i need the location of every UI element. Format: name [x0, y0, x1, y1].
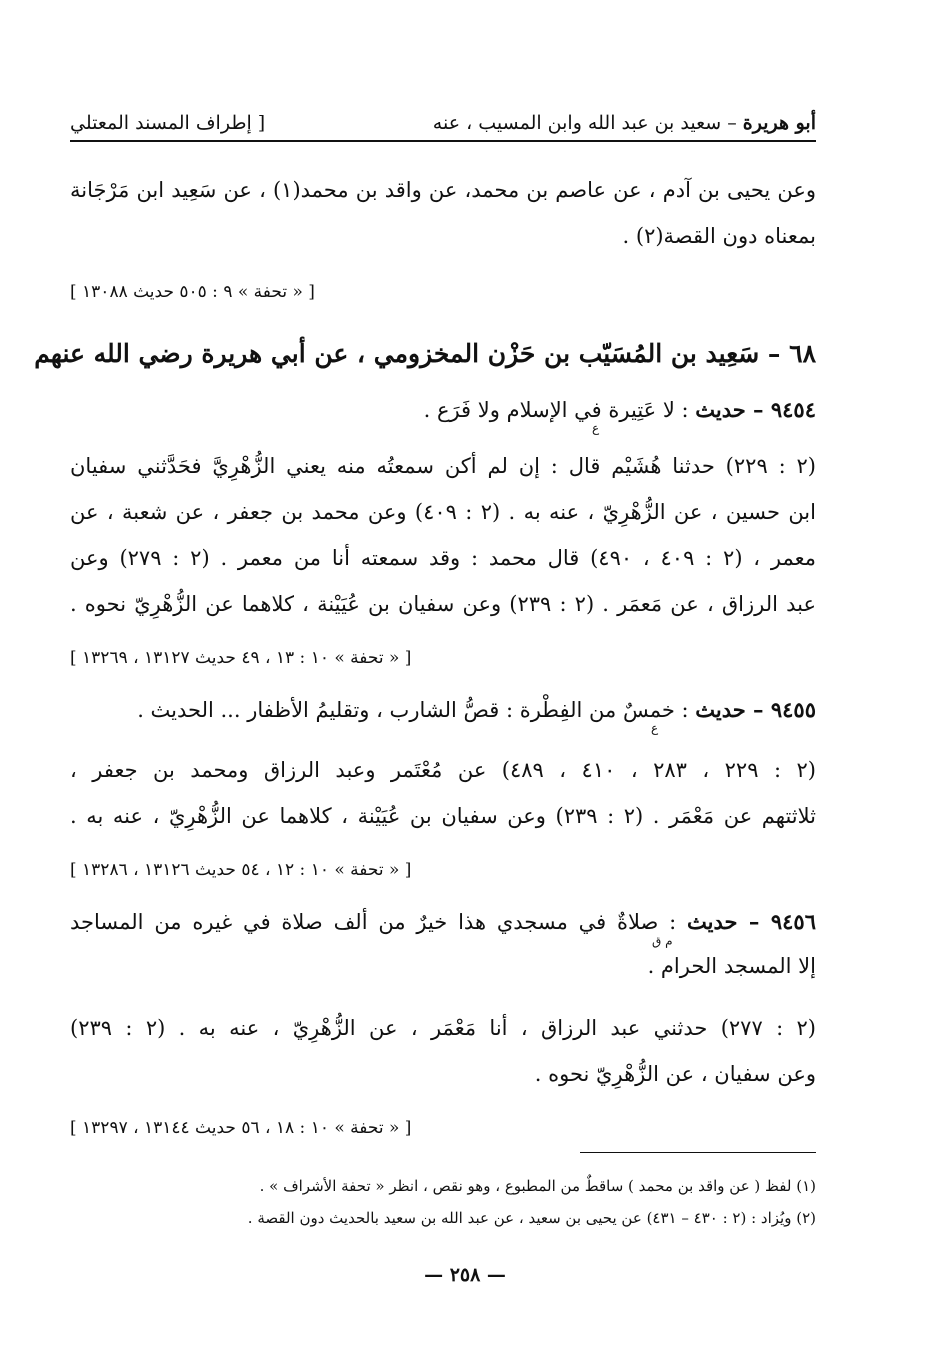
running-header	[70, 106, 816, 142]
hadith-9454-heading	[70, 394, 816, 426]
intro-line-2: بمعناه دون القصة(٢) .	[622, 224, 816, 248]
hadith-9455-source-symbol: ع	[651, 721, 659, 735]
hadith-9456-heading	[70, 906, 816, 938]
hadith-9454-source-symbol: ع	[592, 421, 600, 435]
hadith-9456-reference: [ « تحفة » ١٠ : ١٨ ، ٥٦ حديث ١٣١٤٤ ، ١٣٢٩٧ ]	[70, 1118, 412, 1138]
hadith-9454-line-3: معمر ، (٢ : ٤٠٩ ، ٤٩٠) قال محمد : وقد سمعته أنا من معمر . (٢ : ٢٧٩) وعن	[70, 546, 816, 570]
section-heading: ٦٨ – سَعِيد بن المُسَيّب بن حَزْن المخزومي ، عن أبي هريرة رضي الله عنهم	[34, 339, 816, 368]
hadith-9456-number: ٩٤٥٦	[770, 909, 816, 934]
hadith-9456-line-1: (٢ : ٢٧٧) حدثني عبد الرزاق ، أنا مَعْمَر ، عن الزُّهْرِيّ ، عنه به . (٢ : ٢٣٩)	[70, 1016, 816, 1040]
hadith-9455-heading	[70, 694, 816, 726]
footnote-1: (١) لفظ ( عن واقد بن محمد ) ساقطٌ من المطبوع ، وهو نقص ، انظر « تحفة الأشراف » .	[259, 1177, 816, 1195]
hadith-9454-label: – حديث	[695, 397, 771, 422]
header-title	[433, 112, 816, 134]
hadith-9456-text-1: : صلاةٌ في مسجدي هذا خيرٌ من ألف صلاة في غيره من المساجد	[70, 910, 688, 934]
hadith-9454-line-4: عبد الرزاق ، عن مَعمَر . (٢ : ٢٣٩) وعن سفيان بن عُيَيْنة ، كلاهما عن الزُّهْرِيّ نحوه .	[70, 592, 816, 616]
header-title-bold: أبو هريرة	[742, 112, 816, 134]
hadith-9455-line-1: (٢ : ٢٢٩ ، ٢٨٣ ، ٤١٠ ، ٤٨٩) عن مُعْتَمر وعبد الرزاق ومحمد بن جعفر ،	[70, 758, 816, 782]
hadith-9455-line-2: ثلاثتهم عن مَعْمَر . (٢ : ٢٣٩) وعن سفيان بن عُيَيْنة ، كلاهما عن الزُّهْرِيّ ، عنه به .	[70, 804, 816, 828]
page-number: — ٢٥٨ —	[424, 1264, 506, 1286]
hadith-9454-number: ٩٤٥٤	[770, 397, 816, 422]
header-book-title: [ إطراف المسند المعتلي	[70, 112, 266, 134]
hadith-9454-reference: [ « تحفة » ١٠ : ١٣ ، ٤٩ حديث ١٣١٢٧ ، ١٣٢٦٩ ]	[70, 648, 412, 668]
hadith-9456-text-2: إلا المسجد الحرام .	[647, 954, 816, 978]
hadith-9456-label: – حديث	[687, 909, 771, 934]
header-title-rest: – سعيد بن عبد الله وابن المسيب ، عنه	[432, 112, 743, 134]
hadith-9454-line-2: ابن حسين ، عن الزُّهْرِيّ ، عنه به . (٢ : ٤٠٩) وعن محمد بن جعفر ، عن شعبة ، عن	[70, 500, 816, 524]
hadith-9455-label: – حديث	[695, 697, 771, 722]
hadith-9454-line-1: (٢ : ٢٢٩) حدثنا هُشَيْم قال : إن لم أكن سمعتُه منه يعني الزُّهْرِيَّ فحَدَّثني سفيان	[70, 454, 816, 478]
hadith-9455-reference: [ « تحفة » ١٠ : ١٢ ، ٥٤ حديث ١٣١٢٦ ، ١٣٢٨٦ ]	[70, 860, 412, 880]
hadith-9455-number: ٩٤٥٥	[770, 697, 816, 722]
footnote-separator	[580, 1152, 816, 1153]
intro-reference: [ « تحفة » ٩ : ٥٠٥ حديث ١٣٠٨٨ ]	[70, 282, 315, 302]
intro-line-1: وعن يحيى بن آدم ، عن عاصم بن محمد، عن واقد بن محمد(١) ، عن سَعِيد ابن مَرْجَانة	[70, 178, 816, 202]
hadith-9456-line-2: وعن سفيان ، عن الزُّهْرِيّ نحوه .	[534, 1062, 816, 1086]
hadith-9455-text: : خمسٌ من الفِطْرة : قصُّ الشارب ، وتقليمُ الأظفار ... الحديث .	[137, 698, 696, 722]
footnote-2: (٢) ويُزاد : (٢ : ٤٣٠ – ٤٣١) عن يحيى بن سعيد ، عن عبد الله بن سعيد بالحديث دون القصة .	[247, 1209, 816, 1227]
hadith-9456-source-symbol: م ق	[652, 934, 673, 948]
hadith-9454-text: : لا عَتِيرة في الإسلام ولا فَرَع .	[423, 398, 696, 422]
